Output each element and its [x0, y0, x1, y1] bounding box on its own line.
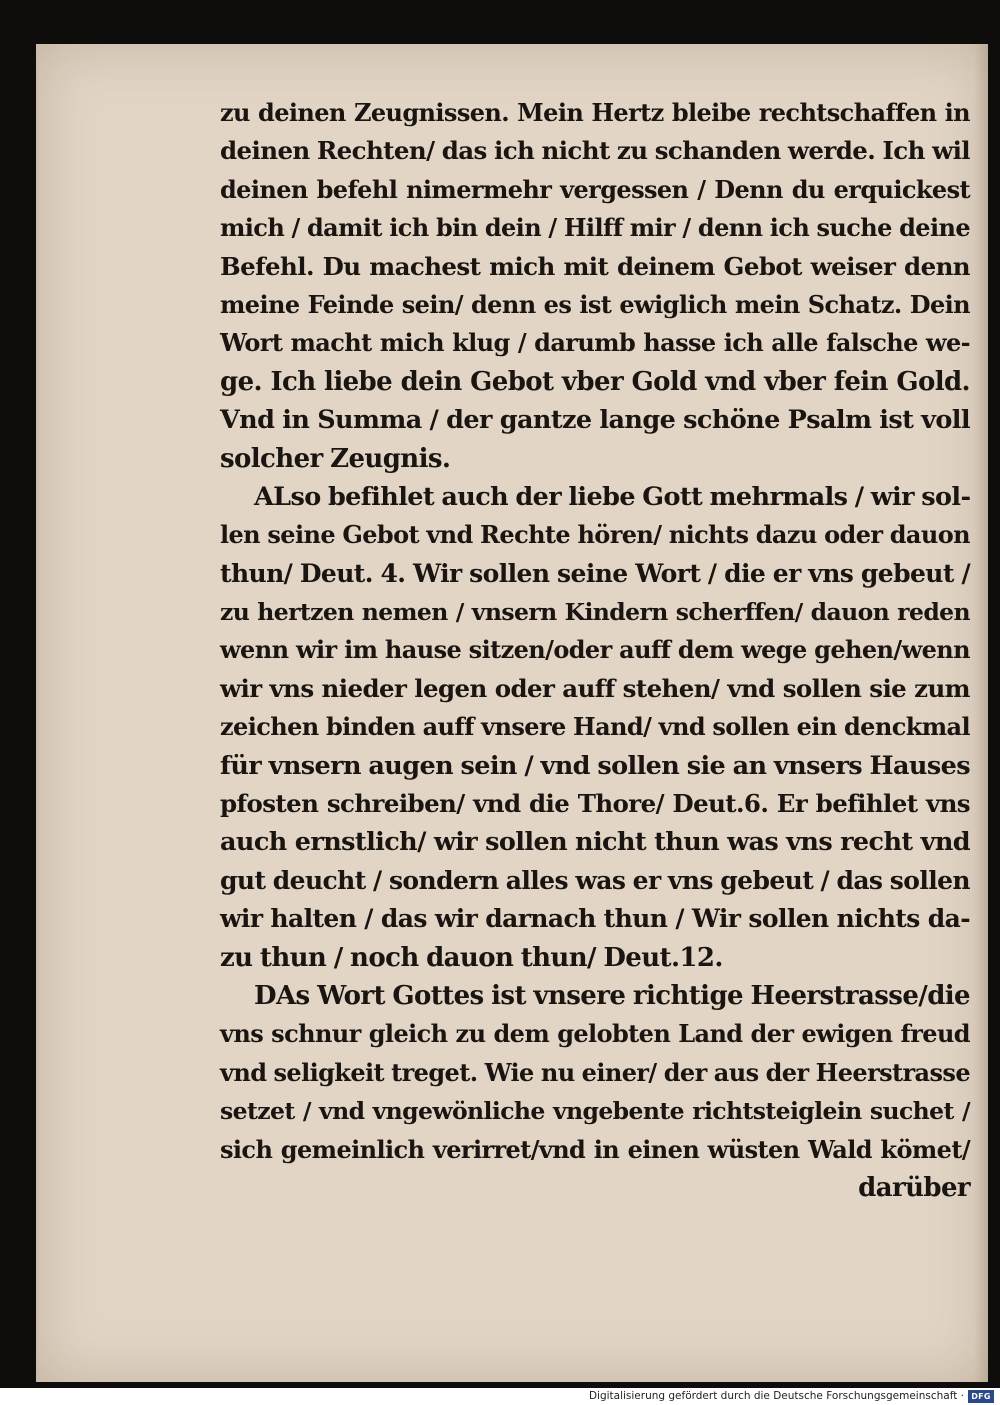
text-line: mich / damit ich bin dein / Hilff mir / denn ich suche deine: [220, 213, 970, 243]
text-line: deinen Rechten/ das ich nicht zu schanden werde. Ich wil: [220, 136, 970, 166]
text-line: vnd seligkeit treget. Wie nu einer/ der aus der Heerstrasse: [220, 1057, 970, 1087]
catchword: darüber: [858, 1172, 970, 1203]
dfg-logo-icon: DFG: [968, 1390, 994, 1403]
text-line: vns schnur gleich zu dem gelobten Land der ewigen freud: [220, 1019, 970, 1049]
text-line: pfosten schreiben/ vnd die Thore/ Deut.6. Er befihlet vns: [220, 789, 970, 819]
text-line: sich gemeinlich verirret/vnd in einen wüsten Wald kömet/: [220, 1134, 970, 1164]
text-line: ge. Ich liebe dein Gebot vber Gold vnd vber fein Gold.: [220, 366, 970, 397]
page-edge-shading: [974, 44, 988, 1382]
text-line: wir halten / das wir darnach thun / Wir sollen nichts da-: [220, 904, 970, 934]
text-line: zu thun / noch dauon thun/ Deut.12.: [220, 942, 723, 973]
document-page: [36, 44, 988, 1382]
text-line: meine Feinde sein/ denn es ist ewiglich mein Schatz. Dein: [220, 289, 970, 319]
text-line: zu deinen Zeugnissen. Mein Hertz bleibe rechtschaffen in: [220, 98, 970, 127]
body-text: [220, 94, 970, 1207]
text-line: auch ernstlich/ wir sollen nicht thun was vns recht vnd: [220, 827, 970, 858]
funding-credit: Digitalisierung gefördert durch die Deutsche Forschungsgemeinschaft ·: [588, 1390, 964, 1402]
paragraph-start-line: DAs Wort Gottes ist vnsere richtige Heerstrasse/die: [254, 980, 970, 1011]
text-line: wenn wir im hause sitzen/oder auff dem wege gehen/wenn: [220, 635, 970, 665]
text-line: gut deucht / sondern alles was er vns gebeut / das sollen: [220, 865, 970, 895]
text-line: solcher Zeugnis.: [220, 443, 451, 474]
text-line: Befehl. Du machest mich mit deinem Gebot weiser denn: [220, 251, 970, 281]
text-line: len seine Gebot vnd Rechte hören/ nichts dazu oder dauon: [220, 520, 970, 550]
text-line: thun/ Deut. 4. Wir sollen seine Wort / die er vns gebeut /: [220, 558, 970, 588]
text-line: zu hertzen nemen / vnsern Kindern scherffen/ dauon reden: [220, 598, 970, 627]
text-line: wir vns nieder legen oder auff stehen/ vnd sollen sie zum: [220, 673, 970, 703]
digitization-credit-bar: [0, 1388, 1000, 1405]
text-line: für vnsern augen sein / vnd sollen sie an vnsers Hauses: [220, 750, 970, 781]
text-line: zeichen binden auff vnsere Hand/ vnd sollen ein denckmal: [220, 712, 970, 742]
text-line: Vnd in Summa / der gantze lange schöne Psalm ist voll: [220, 405, 970, 436]
text-line: setzet / vnd vngewönliche vngebente richtsteiglein suchet /: [220, 1097, 970, 1126]
paragraph-start-line: ALso befihlet auch der liebe Gott mehrmals / wir sol-: [254, 481, 971, 512]
text-line: deinen befehl nimermehr vergessen / Denn du erquickest: [220, 174, 970, 204]
text-line: Wort macht mich klug / darumb hasse ich alle falsche we-: [220, 328, 970, 358]
